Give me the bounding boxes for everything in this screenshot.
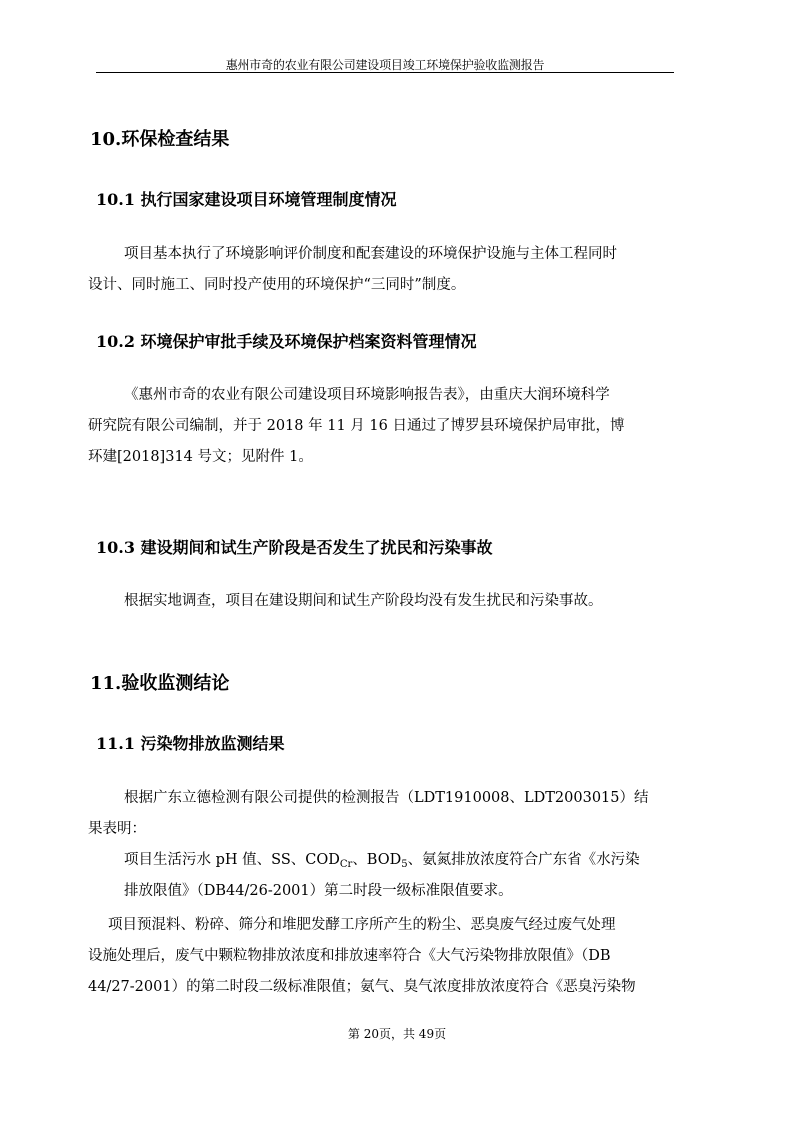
paragraph-line: 项目基本执行了环境影响评价制度和配套建设的环境保护设施与主体工程同时 [124, 246, 617, 262]
section-11-heading: 11.验收监测结论 [90, 673, 230, 694]
page-header-title: 惠州市奇的农业有限公司建设项目竣工环境保护验收监测报告 [225, 58, 545, 72]
section-11-1-heading: 11.1 污染物排放监测结果 [96, 734, 285, 753]
section-11-1-air-paragraph [88, 910, 690, 1003]
header-divider [96, 72, 674, 73]
subscript: 5 [401, 859, 408, 870]
section-10-2-heading: 10.2 环境保护审批手续及环境保护档案资料管理情况 [96, 332, 477, 351]
paragraph-line: 设计、同时施工、同时投产使用的环境保护“三同时”制度。 [88, 277, 466, 293]
section-10-heading: 10.环保检查结果 [90, 129, 230, 150]
section-10-1-heading: 10.1 执行国家建设项目环境管理制度情况 [96, 190, 397, 209]
paragraph-line: 果表明： [88, 821, 146, 837]
section-11-1-water-paragraph [88, 845, 690, 907]
section-10-2-paragraph [88, 380, 690, 473]
subscript: Cr [339, 859, 353, 870]
text-run: 、氨氮排放浓度符合广东省《水污染 [407, 852, 640, 868]
section-10-1-paragraph [88, 239, 690, 301]
text-run: 项目生活污水 pH 值、SS、COD [124, 852, 340, 868]
paragraph-line [88, 845, 690, 876]
paragraph-line: 项目预混料、粉碎、筛分和堆肥发酵工序所产生的粉尘、恶臭废气经过废气处理 [108, 917, 616, 933]
paragraph-line: 设施处理后，废气中颗粒物排放浓度和排放速率符合《大气污染物排放限值》（DB [88, 948, 611, 964]
section-11-1-intro-paragraph [88, 783, 690, 845]
section-10-3-heading: 10.3 建设期间和试生产阶段是否发生了扰民和污染事故 [96, 538, 493, 557]
paragraph-line: 环建[2018]314 号文；见附件 1。 [88, 449, 313, 465]
paragraph-line: 研究院有限公司编制，并于 2018 年 11 月 16 日通过了博罗县环境保护局审批，博 [88, 418, 625, 434]
paragraph-line: 44/27-2001）的第二时段二级标准限值；氨气、臭气浓度排放浓度符合《恶臭污染物 [88, 979, 636, 995]
paragraph-line: 根据广东立德检测有限公司提供的检测报告（LDT1910008、LDT2003015）结 [124, 790, 649, 806]
paragraph-line: 根据实地调查，项目在建设期间和试生产阶段均没有发生扰民和污染事故。 [124, 593, 603, 609]
text-run: 、BOD [352, 852, 402, 868]
paragraph-line: 《惠州市奇的农业有限公司建设项目环境影响报告表》，由重庆大润环境科学 [124, 387, 610, 403]
page-number-footer: 第 20页，共 49页 [347, 1027, 447, 1041]
paragraph-line: 排放限值》（DB44/26-2001）第二时段一级标准限值要求。 [124, 883, 513, 899]
section-10-3-paragraph [88, 586, 690, 617]
